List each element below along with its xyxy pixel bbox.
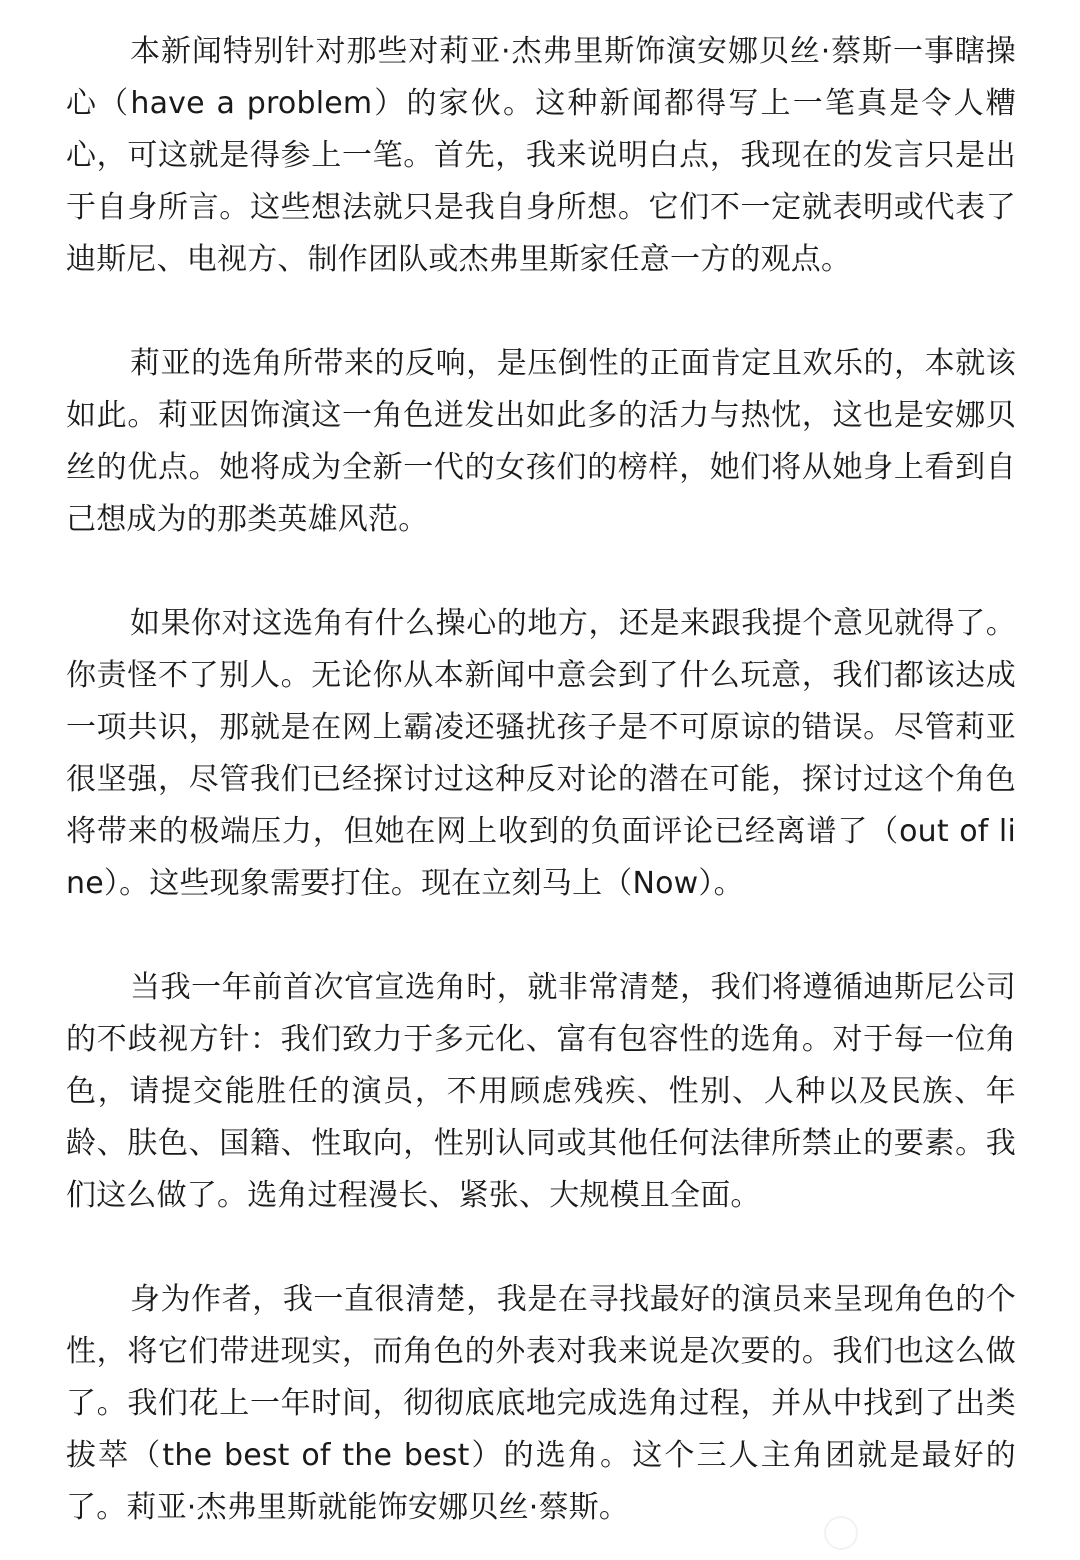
paragraph-2: 莉亚的选角所带来的反响，是压倒性的正面肯定且欢乐的，本就该如此。莉亚因饰演这一角色迸发出如此多的活力与热忱，这也是安娜贝丝的优点。她将成为全新一代的女孩们的榜样，她们将从她身上看到自己想成为的那类英雄风范。 — [66, 346, 1016, 537]
watermark-icon — [824, 1516, 858, 1550]
paragraph-4: 当我一年前首次官宣选角时，就非常清楚，我们将遵循迪斯尼公司的不歧视方针：我们致力于多元化、富有包容性的选角。对于每一位角色，请提交能胜任的演员，不用顾虑残疾、性别、人种以及民族、年龄、肤色、国籍、性取向，性别认同或其他任何法律所禁止的要素。我们这么做了。选角过程漫长、紧张、大规模且全面。 — [66, 970, 1016, 1213]
paragraph-3: 如果你对这选角有什么操心的地方，还是来跟我提个意见就得了。你责怪不了别人。无论你从本新闻中意会到了什么玩意，我们都该达成一项共识，那就是在网上霸凌还骚扰孩子是不可原谅的错误。尽管莉亚很坚强，尽管我们已经探讨过这种反对论的潜在可能，探讨过这个角色将带来的极端压力，但她在网上收到的负面评论已经离谱了（out of line）。这些现象需要打住。现在立刻马上（Now）。 — [66, 606, 1016, 901]
article-body — [66, 26, 1016, 1534]
paragraph-1: 本新闻特别针对那些对莉亚·杰弗里斯饰演安娜贝丝·蔡斯一事瞎操心（have a problem）的家伙。这种新闻都得写上一笔真是令人糟心，可这就是得参上一笔。首先，我来说明白点，我现在的发言只是出于自身所言。这些想法就只是我自身所想。它们不一定就表明或代表了迪斯尼、电视方、制作团队或杰弗里斯家任意一方的观点。 — [66, 34, 1016, 277]
paragraph-5: 身为作者，我一直很清楚，我是在寻找最好的演员来呈现角色的个性，将它们带进现实，而角色的外表对我来说是次要的。我们也这么做了。我们花上一年时间，彻彻底底地完成选角过程，并从中找到了出类拔萃（the best of the best）的选角。这个三人主角团就是最好的了。莉亚·杰弗里斯就能饰安娜贝丝·蔡斯。 — [66, 1282, 1016, 1525]
